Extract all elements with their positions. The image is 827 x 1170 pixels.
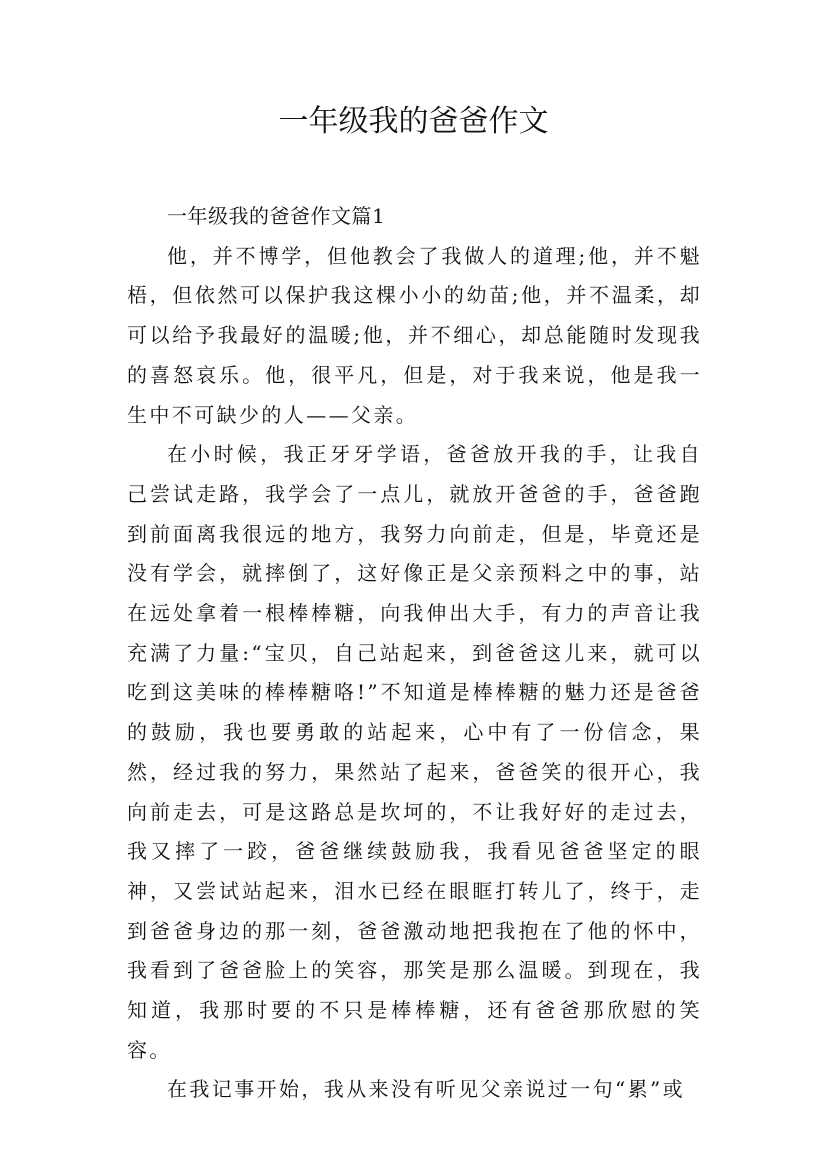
document-body (127, 197, 702, 1110)
paragraph-2: 在小时候，我正牙牙学语，爸爸放开我的手，让我自己尝试走路，我学会了一点儿，就放开爸爸的手，爸爸跑到前面离我很远的地方，我努力向前走，但是，毕竟还是没有学会，就摔倒了，这好像正是父亲预料之中的事，站在远处拿着一根棒棒糖，向我伸出大手，有力的声音让我充满了力量:“宝贝，自己站起来，到爸爸这儿来，就可以吃到这美味的棒棒糖咯!”不知道是棒棒糖的魅力还是爸爸的鼓励，我也要勇敢的站起来，心中有了一份信念，果然，经过我的努力，果然站了起来，爸爸笑的很开心，我向前走去，可是这路总是坎坷的，不让我好好的走过去，我又摔了一跤，爸爸继续鼓励我，我看见爸爸坚定的眼神，又尝试站起来，泪水已经在眼眶打转儿了，终于，走到爸爸身边的那一刻，爸爸激动地把我抱在了他的怀中，我看到了爸爸脸上的笑容，那笑是那么温暖。到现在，我知道，我那时要的不只是棒棒糖，还有爸爸那欣慰的笑容。 (127, 442, 702, 1062)
paragraph-3: 在我记事开始，我从来没有听见父亲说过一句“累”或 (167, 1077, 686, 1102)
section-heading: 一年级我的爸爸作文篇1 (167, 204, 386, 228)
document-title: 一年级我的爸爸作文 (278, 104, 549, 139)
paragraph-1: 他，并不博学，但他教会了我做人的道理;他，并不魁梧，但依然可以保护我这棵小小的幼苗;他，并不温柔，却可以给予我最好的温暖;他，并不细心，却总能随时发现我的喜怒哀乐。他，很平凡，但是，对于我来说，他是我一生中不可缺少的人——父亲。 (127, 243, 702, 427)
